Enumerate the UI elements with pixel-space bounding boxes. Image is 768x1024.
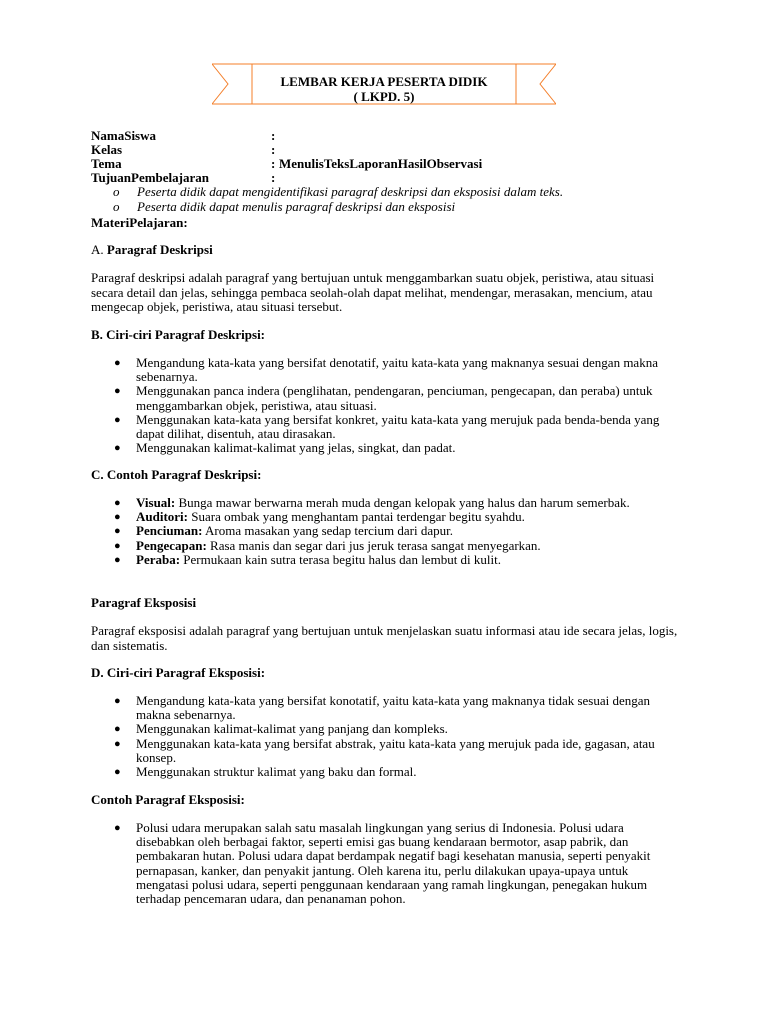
section-d-heading: D. Ciri-ciri Paragraf Eksposisi: bbox=[91, 665, 266, 680]
identity-colon: : bbox=[271, 128, 276, 143]
list-item bbox=[91, 524, 681, 538]
list-item-text: Mengandung kata-kata yang bersifat denotatif, yaitu kata-kata yang maknanya sesuai dengan makna sebenarnya. bbox=[136, 355, 658, 385]
list-item bbox=[91, 821, 681, 906]
bullet-icon: ● bbox=[114, 723, 121, 736]
identity-label: Tema bbox=[91, 156, 122, 171]
section-b-heading: B. Ciri-ciri Paragraf Deskripsi: bbox=[91, 327, 266, 342]
example-term: Visual: bbox=[136, 495, 176, 510]
list-item bbox=[91, 539, 681, 553]
list-item bbox=[91, 384, 681, 412]
list-item-text: Polusi udara merupakan salah satu masalah lingkungan yang serius di Indonesia. Polusi udara disebabkan oleh berbagai faktor, seperti emisi gas buang kendaraan bermotor, asap pabrik, dan pembakaran hutan. Polusi udara dapat berdampak negatif bagi kesehatan manusia, seperti penyakit pernapasan, kanker, dan penyakit jantung. Oleh karena itu, perlu dilakukan upaya-upaya untuk mengatasi polusi udara, seperti penggunaan kendaraan yang ramah lingkungan, penegakan hukum terhadap pencemaran udara, dan penanaman pohon. bbox=[136, 820, 651, 907]
bullet-icon: ● bbox=[114, 553, 121, 566]
identity-row-nama bbox=[91, 129, 551, 143]
example-term: Penciuman: bbox=[136, 523, 203, 539]
identity-row-kelas bbox=[91, 143, 551, 157]
bullet-icon: ● bbox=[114, 357, 121, 369]
bullet-icon: ● bbox=[114, 539, 121, 552]
list-item bbox=[91, 694, 681, 722]
list-item-text: Menggunakan panca indera (penglihatan, pendengaran, penciuman, pengecapan, dan peraba) untuk menggambarkan objek, peristiwa, atau situasi. bbox=[136, 383, 653, 413]
example-text: Permukaan kain sutra terasa begitu halus dan lembut di kulit. bbox=[180, 551, 501, 567]
section-a-prefix: A. bbox=[91, 242, 104, 257]
list-item bbox=[91, 737, 681, 765]
example-text: Suara ombak yang menghantam pantai terdengar begitu syahdu. bbox=[188, 509, 525, 525]
goal-text: Peserta didik dapat mengidentifikasi paragraf deskripsi dan eksposisi dalam teks. bbox=[137, 184, 564, 199]
goal-bullet: o bbox=[113, 184, 120, 199]
example-term: Auditori: bbox=[136, 509, 188, 525]
identity-label: Kelas bbox=[91, 142, 123, 157]
title-banner bbox=[212, 62, 556, 106]
identity-value: MenulisTeksLaporanHasilObservasi bbox=[279, 156, 483, 171]
list-item-text: Menggunakan kata-kata yang bersifat konkret, yaitu kata-kata yang merujuk pada benda-benda yang dapat dilihat, disentuh, atau dirasakan. bbox=[136, 411, 660, 442]
identity-label: TujuanPembelajaran bbox=[91, 170, 209, 185]
bullet-icon: ● bbox=[114, 766, 121, 779]
bullet-icon: ● bbox=[114, 497, 121, 509]
list-item bbox=[91, 356, 681, 384]
list-item bbox=[91, 510, 681, 524]
bullet-icon: ● bbox=[114, 413, 121, 426]
list-item-text: Mengandung kata-kata yang bersifat konotatif, yaitu kata-kata yang maknanya tidak sesuai dengan makna sebenarnya. bbox=[136, 693, 651, 723]
section-c-heading: C. Contoh Paragraf Deskripsi: bbox=[91, 467, 262, 482]
list-item bbox=[91, 441, 681, 455]
identity-colon: : bbox=[271, 170, 276, 185]
list-item bbox=[91, 496, 681, 510]
identity-colon: : bbox=[271, 156, 276, 171]
example-text: Aroma masakan yang sedap tercium dari dapur. bbox=[202, 523, 453, 539]
bullet-icon: ● bbox=[114, 511, 121, 524]
list-item-text: Menggunakan kalimat-kalimat yang panjang dan kompleks. bbox=[136, 721, 448, 737]
eksposisi-paragraph: Paragraf eksposisi adalah paragraf yang bertujuan untuk menjelaskan suatu informasi atau ide secara jelas, logis, dan sistematis. bbox=[91, 623, 678, 653]
goal-bullet: o bbox=[113, 199, 120, 214]
section-d-list bbox=[91, 694, 681, 779]
example-term: Peraba: bbox=[136, 551, 181, 567]
bullet-icon: ● bbox=[114, 695, 121, 707]
example-term: Pengecapan: bbox=[136, 537, 207, 553]
example-text: Bunga mawar berwarna merah muda dengan kelopak yang halus dan harum semerbak. bbox=[175, 495, 630, 510]
bullet-icon: ● bbox=[114, 525, 121, 538]
identity-row-tema bbox=[91, 157, 551, 171]
eksposisi-heading: Paragraf Eksposisi bbox=[91, 595, 197, 610]
banner-line-2: ( LKPD. 5) bbox=[353, 89, 415, 104]
list-item-text: Menggunakan kalimat-kalimat yang jelas, singkat, dan padat. bbox=[136, 440, 456, 456]
identity-label: NamaSiswa bbox=[91, 128, 157, 143]
bullet-icon: ● bbox=[114, 822, 121, 834]
banner-line-1: LEMBAR KERJA PESERTA DIDIK bbox=[280, 74, 488, 89]
contoh-eksposisi-list bbox=[91, 821, 681, 906]
bullet-icon: ● bbox=[114, 442, 121, 455]
section-c-list bbox=[91, 496, 681, 567]
contoh-eksposisi-heading: Contoh Paragraf Eksposisi: bbox=[91, 792, 245, 807]
list-item bbox=[91, 413, 681, 441]
identity-row-tujuan bbox=[91, 171, 551, 185]
goal-text: Peserta didik dapat menulis paragraf deskripsi dan eksposisi bbox=[137, 199, 456, 214]
materi-label: MateriPelajaran: bbox=[91, 215, 188, 230]
section-b-list bbox=[91, 356, 681, 455]
bullet-icon: ● bbox=[114, 385, 121, 398]
list-item bbox=[91, 722, 681, 736]
bullet-icon: ● bbox=[114, 737, 121, 750]
section-a-heading bbox=[91, 243, 213, 257]
list-item bbox=[91, 553, 681, 567]
identity-colon: : bbox=[271, 142, 276, 157]
list-item bbox=[91, 765, 681, 779]
section-a-title: Paragraf Deskripsi bbox=[106, 242, 213, 257]
list-item-text: Menggunakan kata-kata yang bersifat abstrak, yaitu kata-kata yang merujuk pada ide, gagasan, atau konsep. bbox=[136, 735, 655, 765]
section-a-paragraph: Paragraf deskripsi adalah paragraf yang bertujuan untuk menggambarkan suatu objek, peristiwa, atau situasi secara detail dan jelas, sehingga pembaca seolah-olah dapat melihat, mendengar, merasakan, mencium, atau mengecap objek, peristiwa, atau situasi tersebut. bbox=[91, 270, 655, 314]
example-text: Rasa manis dan segar dari jus jeruk terasa sangat menyegarkan. bbox=[206, 537, 541, 553]
banner-title bbox=[252, 74, 516, 104]
list-item-text: Menggunakan struktur kalimat yang baku dan formal. bbox=[136, 764, 417, 780]
